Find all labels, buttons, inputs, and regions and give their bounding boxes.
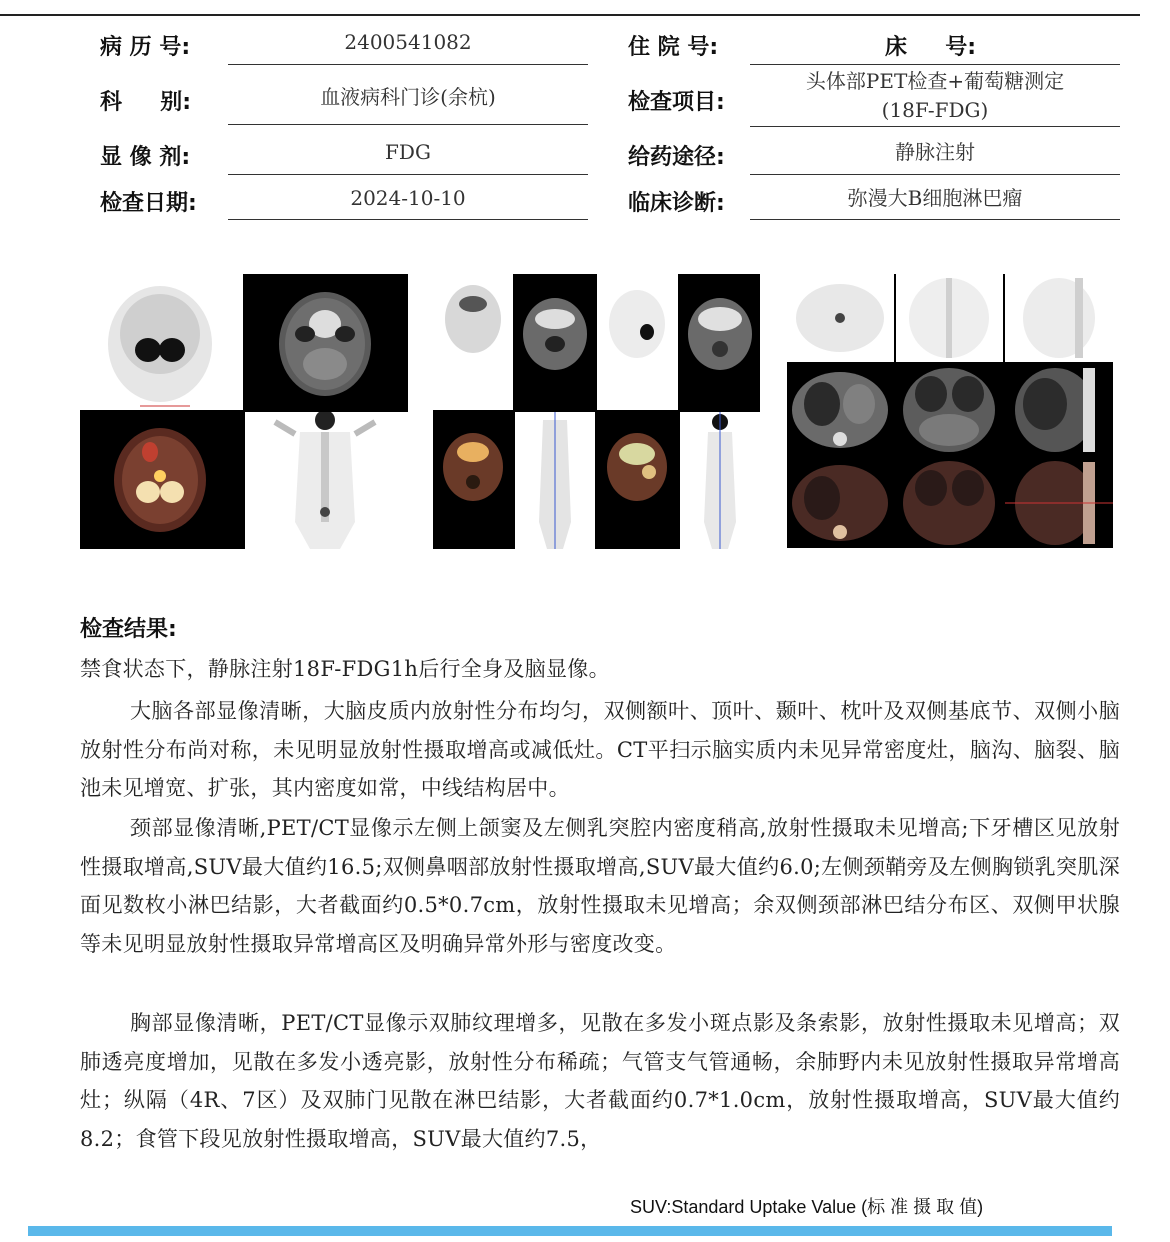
chest-fusion-axial-image bbox=[787, 458, 894, 548]
diagnosis-value: 弥漫大B细胞淋巴瘤 bbox=[847, 186, 1023, 210]
brain-ct-axial-image bbox=[245, 274, 408, 410]
chest-ct-axial-image bbox=[787, 364, 894, 456]
tracer-label: 显 像 剂: bbox=[100, 145, 191, 170]
results-paragraph-2: 大脑各部显像清晰，大脑皮质内放射性分布均匀，双侧额叶、顶叶、颞叶、枕叶及双侧基底节、双侧小脑放射性分布尚对称，未见明显放射性摄取增高或减低灶。CT平扫示脑实质内未见异常密度灶，脑沟、脑裂、脑池未见增宽、扩张，其内密度如常，中线结构居中。 bbox=[80, 699, 1120, 800]
diagnosis-underline bbox=[750, 219, 1120, 220]
record-no-value: 2400541082 bbox=[344, 30, 472, 54]
chest-ct-coronal-image bbox=[896, 364, 1003, 456]
inpatient-no-label: 住 院 号: bbox=[628, 35, 719, 60]
neck-fusion-axial-image-2 bbox=[597, 412, 678, 549]
footer-blue-bar bbox=[28, 1226, 1112, 1236]
results-paragraph-1: 禁食状态下，静脉注射18F-FDG1h后行全身及脑显像。 bbox=[80, 657, 610, 681]
neck-pet-axial-image bbox=[433, 274, 513, 410]
neck-image-panel bbox=[433, 274, 760, 549]
department-value: 血液病科门诊(余杭) bbox=[320, 85, 496, 109]
record-no-underline bbox=[228, 64, 588, 65]
exam-item-line2: (18F-FDG) bbox=[881, 98, 989, 122]
chest-fusion-coronal-image bbox=[896, 458, 1003, 548]
chest-pet-axial-image bbox=[787, 274, 894, 362]
chest-ct-sagittal-image bbox=[1005, 364, 1113, 456]
date-underline bbox=[228, 219, 588, 220]
tracer-underline bbox=[228, 174, 588, 175]
results-title: 检查结果: bbox=[80, 617, 177, 642]
brain-pet-axial-image bbox=[80, 274, 243, 410]
route-label: 给药途径: bbox=[628, 145, 725, 170]
brain-fusion-axial-image bbox=[80, 412, 243, 549]
patient-info-table bbox=[0, 0, 1170, 240]
exam-item-underline bbox=[750, 126, 1120, 127]
brain-image-panel bbox=[80, 274, 408, 549]
route-value: 静脉注射 bbox=[895, 140, 975, 164]
department-underline bbox=[228, 124, 588, 125]
department-label: 科 别: bbox=[100, 90, 192, 115]
whole-body-mip-image bbox=[245, 412, 408, 549]
exam-item-label: 检查项目: bbox=[628, 90, 725, 115]
chest-fusion-sagittal-image bbox=[1005, 458, 1113, 548]
tracer-value: FDG bbox=[385, 140, 431, 164]
neck-ct-axial-image bbox=[515, 274, 595, 410]
neck-fusion-axial-image bbox=[433, 412, 513, 549]
neck-whole-body-mip-image-2 bbox=[680, 412, 760, 549]
suv-footnote: SUV:Standard Uptake Value (标 准 摄 取 值) bbox=[630, 1197, 984, 1217]
date-label: 检查日期: bbox=[100, 191, 197, 216]
chest-pet-sagittal-image bbox=[1005, 274, 1113, 362]
chest-image-panel bbox=[787, 274, 1113, 548]
diagnosis-label: 临床诊断: bbox=[628, 191, 725, 216]
results-paragraph-3: 颈部显像清晰,PET/CT显像示左侧上颌窦及左侧乳突腔内密度稍高,放射性摄取未见增高;下牙槽区见放射性摄取增高,SUV最大值约16.5;双侧鼻咽部放射性摄取增高,SUV最大值约6.0;左侧颈鞘旁及左侧胸锁乳突肌深面见数枚小淋巴结影，大者截面约0.5*0.7cm，放射性摄取未见增高；余双侧颈部淋巴结分布区、双侧甲状腺等未见明显放射性摄取异常增高区及明确异常外形与密度改变。 bbox=[80, 816, 1120, 956]
results-paragraph-4: 胸部显像清晰，PET/CT显像示双肺纹理增多，见散在多发小斑点影及条索影，放射性摄取未见增高；双肺透亮度增加，见散在多发小透亮影，放射性分布稀疏；气管支气管通畅，余肺野内未见放射性摄取异常增高灶；纵隔（4R、7区）及双肺门见散在淋巴结影，大者截面约0.7*1.0cm，放射性摄取增高，SUV最大值约8.2；食管下段见放射性摄取增高，SUV最大值约7.5， bbox=[80, 1011, 1120, 1151]
date-value: 2024-10-10 bbox=[350, 186, 466, 210]
record-no-label: 病 历 号: bbox=[100, 35, 191, 60]
chest-pet-coronal-image bbox=[896, 274, 1003, 362]
neck-pet-axial-image-2 bbox=[597, 274, 678, 410]
bed-label: 床 号: bbox=[885, 35, 977, 60]
neck-whole-body-mip-image bbox=[515, 412, 595, 549]
neck-ct-axial-image-2 bbox=[680, 274, 760, 410]
exam-item-line1: 头体部PET检查+葡萄糖测定 bbox=[805, 69, 1065, 93]
route-underline bbox=[750, 174, 1120, 175]
inpatient-underline bbox=[750, 64, 1120, 65]
